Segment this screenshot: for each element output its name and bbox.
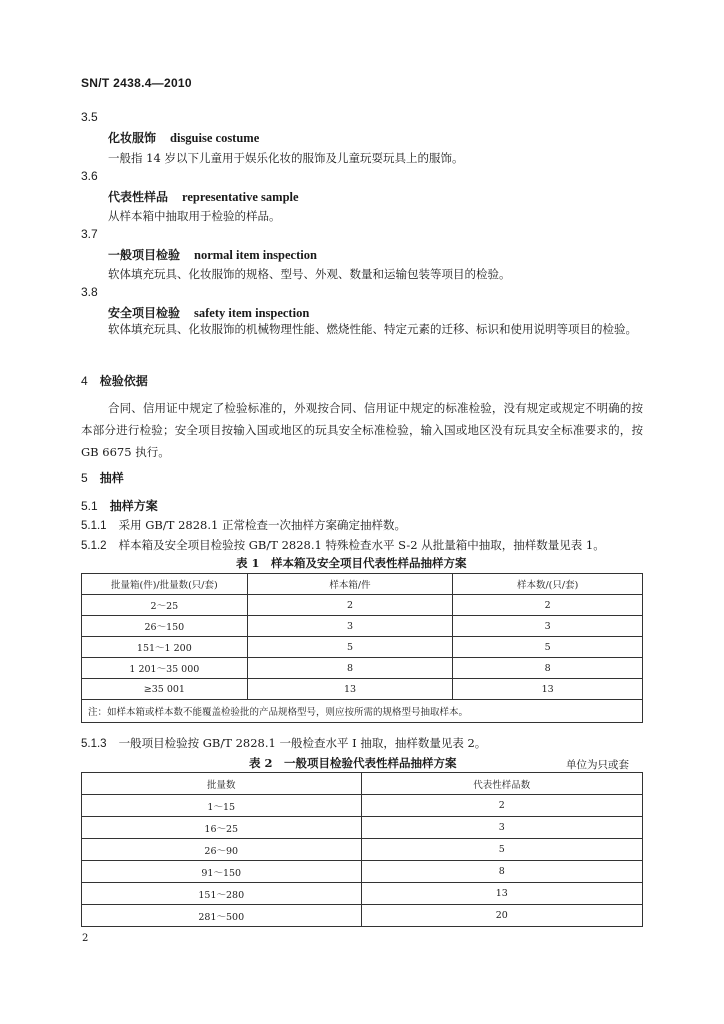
table-cell: 3 [453,616,643,637]
table-cell: 26～90 [82,839,362,861]
term-title-en: normal item inspection [194,248,317,262]
table-cell: 2～25 [82,595,248,616]
section-number: 5 [81,471,88,485]
table-cell: 8 [247,658,453,679]
table-cell: 281～500 [82,905,362,927]
table-row [82,817,643,839]
table-row [82,658,643,679]
table-row [82,839,643,861]
table1 [81,573,643,723]
table-cell: 8 [361,861,643,883]
term-title-zh: 代表性样品 [108,190,169,204]
clause-5-1-2 [81,537,605,553]
table-cell: 1 201～35 000 [82,658,248,679]
table-cell: 151～280 [82,883,362,905]
term-title [108,246,317,263]
term-title-zh: 化妆服饰 [108,131,157,145]
table-row [82,679,643,700]
term-number: 3.7 [81,227,98,241]
table-row [82,861,643,883]
table-cell: 2 [453,595,643,616]
table-cell: 5 [361,839,643,861]
table-row [82,595,643,616]
table-cell: 151～1 200 [82,637,248,658]
term-number: 3.5 [81,110,98,124]
table2-caption: 表 2 一般项目检验代表性样品抽样方案 [249,756,457,770]
table-row [82,795,643,817]
clause-text: 一般项目检验按 GB/T 2828.1 一般检查水平 Ⅰ 抽取，抽样数量见表 2。 [118,736,487,750]
section-title: 抽样 [99,471,124,485]
standard-code-header: SN/T 2438.4—2010 [81,76,192,90]
table-cell: 2 [247,595,453,616]
table-header-cell: 样本箱/件 [247,574,453,595]
table-note-row [82,700,643,723]
table-cell: 13 [361,883,643,905]
table-cell: 13 [247,679,453,700]
table-header-row [82,773,643,795]
table-header-cell: 批量箱(件)/批量数(只/套) [82,574,248,595]
clause-text: 样本箱及安全项目检验按 GB/T 2828.1 特殊检查水平 S-2 从批量箱中抽取，抽样数量见表 1。 [118,538,605,552]
section-paragraph: 合同、信用证中规定了检验标准的，外观按合同、信用证中规定的标准检验，没有规定或规定不明确的按本部分进行检验；安全项目按输入国或地区的玩具安全标准检验，输入国或地区没有玩具安全标准要求的，按 GB 6675 执行。 [81,401,643,459]
term-title-en: disguise costume [170,131,260,145]
term-title-zh: 安全项目检验 [108,306,181,320]
table-cell: 20 [361,905,643,927]
term-definition: 软体填充玩具、化妆服饰的规格、型号、外观、数量和运输包装等项目的检验。 [108,267,511,281]
term-definition: 从样本箱中抽取用于检验的样品。 [108,209,281,223]
table-header-cell: 代表性样品数 [361,773,643,795]
clause-5-1-1 [81,517,406,533]
section-heading [81,469,124,486]
table-cell: 1～15 [82,795,362,817]
table-cell: 16～25 [82,817,362,839]
term-title-zh: 一般项目检验 [108,248,181,262]
term-definition: 软体填充玩具、化妆服饰的机械物理性能、燃烧性能、特定元素的迁移、标识和使用说明等项目的检验。 [108,322,637,336]
subsection-number: 5.1 [81,499,98,513]
table-cell: 13 [453,679,643,700]
table1-caption: 表 1 样本箱及安全项目代表性样品抽样方案 [236,556,467,570]
table-row [82,883,643,905]
table-row [82,637,643,658]
clause-number: 5.1.2 [81,540,107,552]
table-cell: 5 [247,637,453,658]
section-number: 4 [81,374,88,388]
section-heading [81,372,148,389]
clause-text: 采用 GB/T 2828.1 正常检查一次抽样方案确定抽样数。 [118,518,406,532]
table-cell: 5 [453,637,643,658]
table2 [81,772,643,927]
term-number: 3.6 [81,169,98,183]
term-number: 3.8 [81,285,98,299]
subsection-heading [81,497,158,514]
table-header-row [82,574,643,595]
term-title [108,129,259,146]
term-title-en: representative sample [182,190,299,204]
table-cell: 26～150 [82,616,248,637]
table2-unit: 单位为只或套 [566,759,629,771]
table-note: 注：如样本箱或样本数不能覆盖检验批的产品规格型号，则应按所需的规格型号抽取样本。 [82,700,643,723]
clause-number: 5.1.3 [81,738,107,750]
subsection-title: 抽样方案 [109,499,158,513]
table-header-cell: 样本数/(只/套) [453,574,643,595]
table-cell: 2 [361,795,643,817]
table-cell: 3 [247,616,453,637]
clause-number: 5.1.1 [81,520,107,532]
table-cell: 3 [361,817,643,839]
table-cell: 91～150 [82,861,362,883]
term-definition: 一般指 14 岁以下儿童用于娱乐化妆的服饰及儿童玩耍玩具上的服饰。 [108,151,464,165]
table-cell: ≥35 001 [82,679,248,700]
section-title: 检验依据 [99,374,148,388]
table-row [82,905,643,927]
term-title-en: safety item inspection [194,306,310,320]
table-header-cell: 批量数 [82,773,362,795]
term-title [108,188,299,205]
page-number: 2 [82,933,89,944]
table-row [82,616,643,637]
table-cell: 8 [453,658,643,679]
clause-5-1-3 [81,735,486,751]
